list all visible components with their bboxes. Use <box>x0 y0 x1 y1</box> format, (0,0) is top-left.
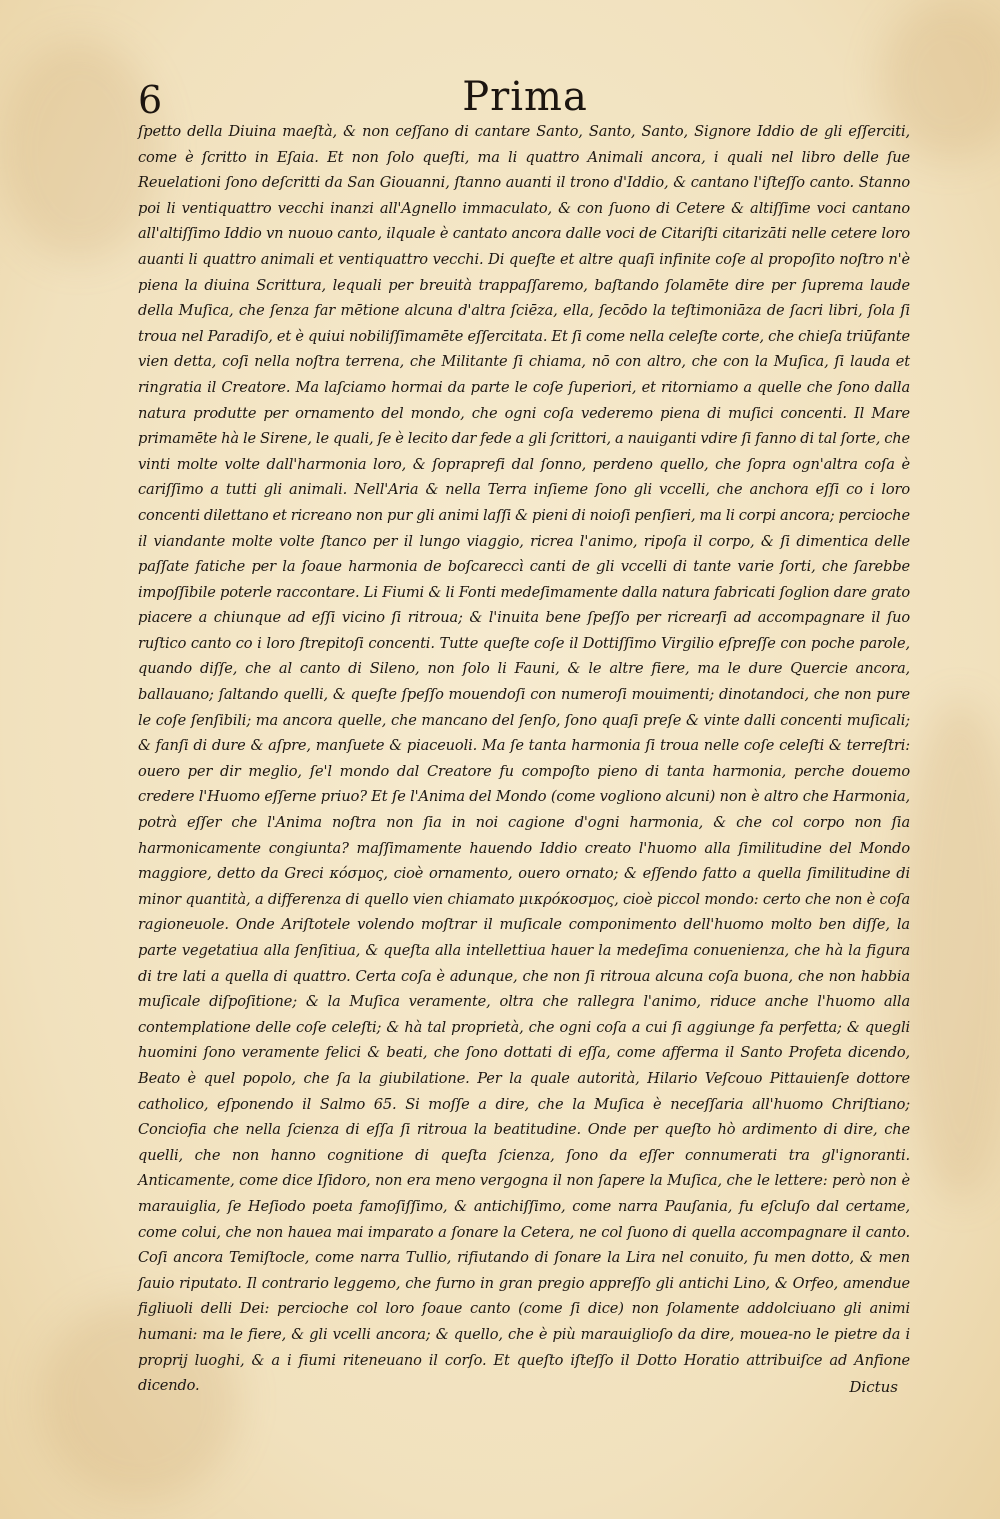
page-number: 6 <box>138 78 163 122</box>
catchword: Dictus <box>849 1378 898 1396</box>
body-text: ſpetto della Diuina maeſtà, & non ceſſano di cantare Santo, Santo, Santo, Signore Iddio de gli eſſerciti, come è ſcritto in Eſaia. Et non ſolo queſti, ma li quattro Animali ancora, i quali nel libro delle ſue Reuelationi ſono deſcritti da San Giouanni, ſtanno auanti il trono d'Iddio, & cantano l'iſteſſo canto. Stanno poi li ventiquattro vecchi inanzi all'Agnello immaculato, & con ſuono di Cetere & altiſſime voci cantano all'altiſſimo Iddio vn nuouo canto, ilquale è cantato ancora dalle voci de Citariſti citarizāti nelle cetere loro auanti li quattro animali et ventiquattro vecchi. Di queſte et altre quaſi infinite coſe al propoſito noſtro n'è piena la diuina Scrittura, lequali per breuità trappaſſaremo, baſtando ſolamēte dire per ſuprema laude della Muſica, che ſenza far mētione alcuna d'altra ſciēza, ella, ſecōdo la teſtimoniāza de ſacri libri, ſola ſi troua nel Paradiſo, et è quiui nobiliſſimamēte eſſercitata. Et ſi come nella celeſte corte, che chieſa triūfante vien detta, coſi nella noſtra terrena, che Militante ſi chiama, nō con altro, che con la Muſica, ſi lauda et ringratia il Creatore. Ma laſciamo hormai da parte le coſe ſuperiori, et ritorniamo a quelle che ſono dalla natura produtte per ornamento del mondo, che ogni coſa vederemo piena di muſici concenti. Il Mare primamēte hà le Sirene, le quali, ſe è lecito dar fede a gli ſcrittori, a nauiganti vdire ſi fanno di tal ſorte, che vinti molte volte dall'harmonia loro, & ſopraprefi dal ſonno, perdeno quello, che ſopra ogn'altra coſa è cariſſimo a tutti gli animali. Nell'Aria & nella Terra inſieme ſono gli vccelli, che anchora eſſi co i loro concenti dilettano et ricreano non pur gli animi laſſi & pieni di noioſi penſieri, ma li corpi ancora; percioche il viandante molte volte ſtanco per il lungo viaggio, ricrea l'animo, ripoſa il corpo, & ſi dimentica delle paſſate fatiche per la ſoaue harmonia de boſcareccì canti de gli vccelli di tante varie ſorti, che ſarebbe impoſſibile poterle raccontare. Li Fiumi & li Fonti medeſimamente dalla natura fabricati ſoglion dare grato piacere a chiunque ad eſſi vicino ſi ritroua; & l'inuita bene ſpeſſo per ricrearſi ad accompagnare il ſuo ruſtico canto co i loro ſtrepitoſi concenti. Tutte queſte coſe il Dottiſſimo Virgilio eſpreſſe con poche parole, quando diſſe, che al canto di Sileno, non ſolo li Fauni, & le altre fiere, ma le dure Quercie ancora, ballauano; ſaltando quelli, & queſte ſpeſſo mouendoſi con numeroſi mouimenti; dinotandoci, che non pure le coſe ſenſibili; ma ancora quelle, che mancano del ſenſo, ſono quaſi preſe & vinte dalli concenti muſicali; & fanſi di dure & aſpre, manſuete & piaceuoli. Ma ſe tanta harmonia ſi troua nelle coſe celeſti & terreſtri: ouero per dir meglio, ſe'l mondo dal Creatore fu compoſto pieno di tanta harmonia, perche douemo credere l'Huomo eſſerne priuo? Et ſe l'Anima del Mondo (come vogliono alcuni) non è altro che Harmonia, potrà eſſer che l'Anima noſtra non ſia in noi cagione d'ogni harmonia, & che col corpo non ſia harmonicamente congiunta? maſſimamente hauendo Iddio creato l'huomo alla ſimilitudine del Mondo maggiore, detto da Greci κόσμος, cioè ornamento, ouero ornato; & eſſendo fatto a quella ſimilitudine di minor quantità, a differenza di quello vien chiamato μικρόκοσμος, cioè piccol mondo: certo che non è coſa ragioneuole. Onde Ariſtotele volendo moſtrar il muſicale componimento dell'huomo molto ben diſſe, la parte vegetatiua alla ſenſitiua, & queſta alla intellettiua hauer la medeſima conuenienza, che hà la figura di tre lati a quella di quattro. Certa coſa è adunque, che non ſi ritroua alcuna coſa buona, che non habbia muſicale diſpoſitione; & la Muſica veramente, oltra che rallegra l'animo, riduce anche l'huomo alla contemplatione delle coſe celeſti; & hà tal proprietà, che ogni coſa a cui ſi aggiunge fa perfetta; & quegli huomini ſono veramente felici & beati, che ſono dottati di eſſa, come afferma il Santo Profeta dicendo, Beato è quel popolo, che ſa la giubilatione. Per la quale autorità, Hilario Veſcouo Pittauienſe dottore catholico, eſponendo il Salmo 65. Si moſſe a dire, che la Muſica è neceſſaria all'huomo Chriſtiano; Conciofia che nella ſcienza di eſſa ſi ritroua la beatitudine. Onde per queſto hò ardimento di dire, che quelli, che non hanno cognitione di queſta ſcienza, ſono da eſſer connumerati tra gl'ignoranti. Anticamente, come dice Iſidoro, non era meno vergogna il non ſapere la Muſica, che le lettere: però non è marauiglia, ſe Heſiodo poeta famoſiſſimo, & antichiſſimo, come narra Pauſania, fu eſcluſo dal certame, come colui, che non hauea mai imparato a ſonare la Cetera, ne col ſuono di quella accompagnare il canto. Coſi ancora Temiſtocle, come narra Tullio, rifiutando di ſonare la Lira nel conuito, fu men dotto, & men ſauio riputato. Il contrario leggemo, che furno in gran pregio appreſſo gli antichi Lino, & Orfeo, amendue figliuoli delli Dei: percioche col loro ſoaue canto (come ſi dice) non ſolamente addolciuano gli animi humani: ma le fiere, & gli vcelli ancora; & quello, che è più marauiglioſo da dire, mouea-no le pietre da i proprij luoghi, & a i fiumi riteneuano il corſo. Et queſto iſteſſo il Dotto Horatio attribuiſce ad Anfione dicendo. <box>138 123 910 1395</box>
paper-stain <box>900 700 1000 1200</box>
running-head: Prima <box>462 74 588 120</box>
